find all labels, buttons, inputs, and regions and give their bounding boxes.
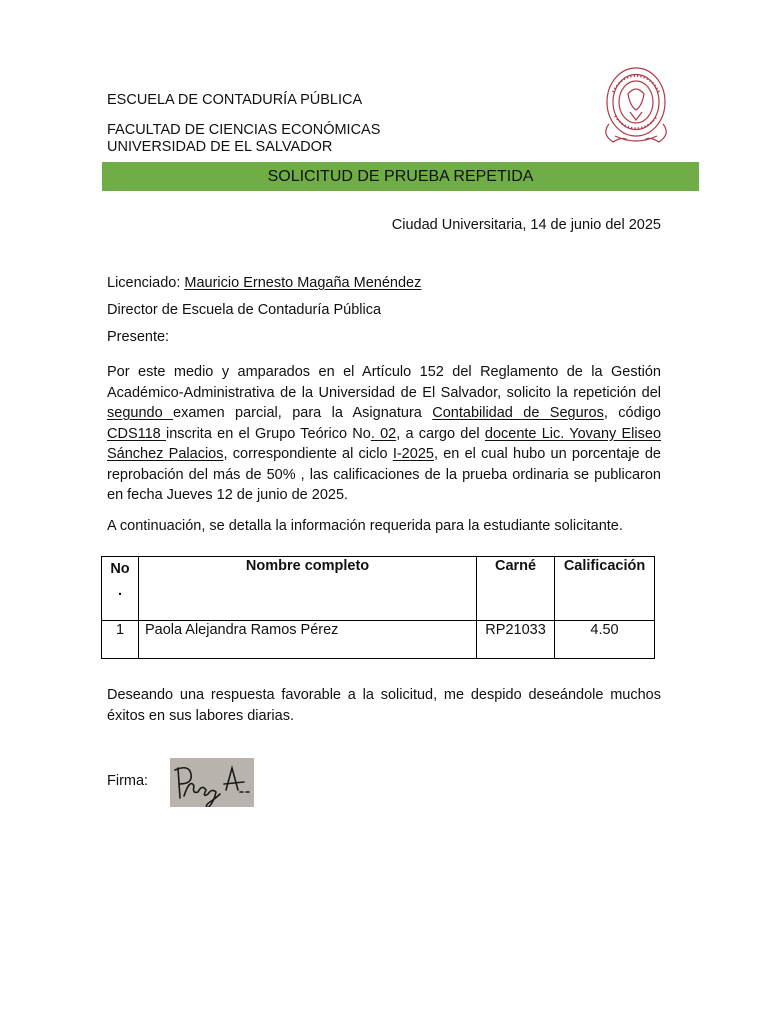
paragraph-text: Por este medio y amparados en el Artículo 152 del Reglamento de la Gestión Académico-Administrativa de la Universidad de El Salvador, solicito la repetición del bbox=[107, 364, 661, 401]
cell-carne: RP21033 bbox=[477, 621, 555, 659]
teacher-name: docente Lic. Yovany Eliseo Sánchez Palacios bbox=[107, 425, 662, 462]
greeting: Presente: bbox=[107, 329, 170, 345]
paragraph-text: , a cargo del bbox=[396, 425, 485, 442]
recipient-title: Director de Escuela de Contaduría Pública bbox=[107, 302, 382, 318]
header-carne: Carné bbox=[477, 557, 555, 621]
handwritten-signature-icon bbox=[170, 758, 254, 807]
table-row bbox=[102, 621, 655, 659]
student-table bbox=[101, 556, 655, 659]
date-line: Ciudad Universitaria, 14 de junio del 2025 bbox=[391, 217, 661, 233]
header-name: Nombre completo bbox=[138, 557, 476, 621]
paragraph-text: , correspondiente al ciclo bbox=[223, 446, 393, 462]
paragraph-text: inscrita en el Grupo Teórico No bbox=[165, 425, 371, 442]
exam-ordinal: segundo bbox=[107, 405, 174, 421]
school-name: ESCUELA DE CONTADURÍA PÚBLICA bbox=[107, 92, 363, 108]
paragraph-text: , código bbox=[603, 405, 661, 421]
signature-label: Firma: bbox=[107, 773, 149, 789]
table-header-row bbox=[102, 557, 655, 621]
intro-paragraph: A continuación, se detalla la información requerida para la estudiante solicitante. bbox=[107, 518, 623, 534]
cycle: I-2025 bbox=[392, 446, 434, 462]
cell-no: 1 bbox=[102, 621, 139, 659]
subject-name: Contabilidad de Seguros bbox=[432, 405, 604, 421]
title-banner bbox=[102, 162, 699, 191]
cell-name: Paola Alejandra Ramos Pérez bbox=[138, 621, 476, 659]
cell-grade: 4.50 bbox=[555, 621, 655, 659]
closing-paragraph: Deseando una respuesta favorable a la solicitud, me despido deseándole muchos éxitos en sus labores diarias. bbox=[107, 687, 661, 724]
header-grade: Calificación bbox=[555, 557, 655, 621]
subject-code: CDS118 bbox=[107, 425, 166, 442]
paragraph-text: examen parcial, para la Asignatura bbox=[173, 405, 433, 421]
request-paragraph bbox=[107, 362, 661, 506]
header-no: No . bbox=[102, 557, 139, 621]
document-title: SOLICITUD DE PRUEBA REPETIDA bbox=[267, 167, 534, 185]
group-number: . 02 bbox=[370, 425, 397, 442]
university-seal-icon bbox=[601, 64, 671, 150]
signature-image bbox=[170, 758, 254, 807]
recipient-name: Mauricio Ernesto Magaña Menéndez bbox=[184, 275, 422, 291]
paragraph-text: , en el cual hubo un porcentaje de reprobación del más de 50% , las calificaciones de la prueba ordinaria se publicaron en fecha Jueves 12 de junio de 2025. bbox=[107, 446, 661, 503]
university-name: UNIVERSIDAD DE EL SALVADOR bbox=[107, 139, 333, 155]
recipient-label: Licenciado: bbox=[107, 275, 185, 291]
faculty-name: FACULTAD DE CIENCIAS ECONÓMICAS bbox=[107, 122, 381, 138]
recipient-line bbox=[107, 273, 421, 294]
